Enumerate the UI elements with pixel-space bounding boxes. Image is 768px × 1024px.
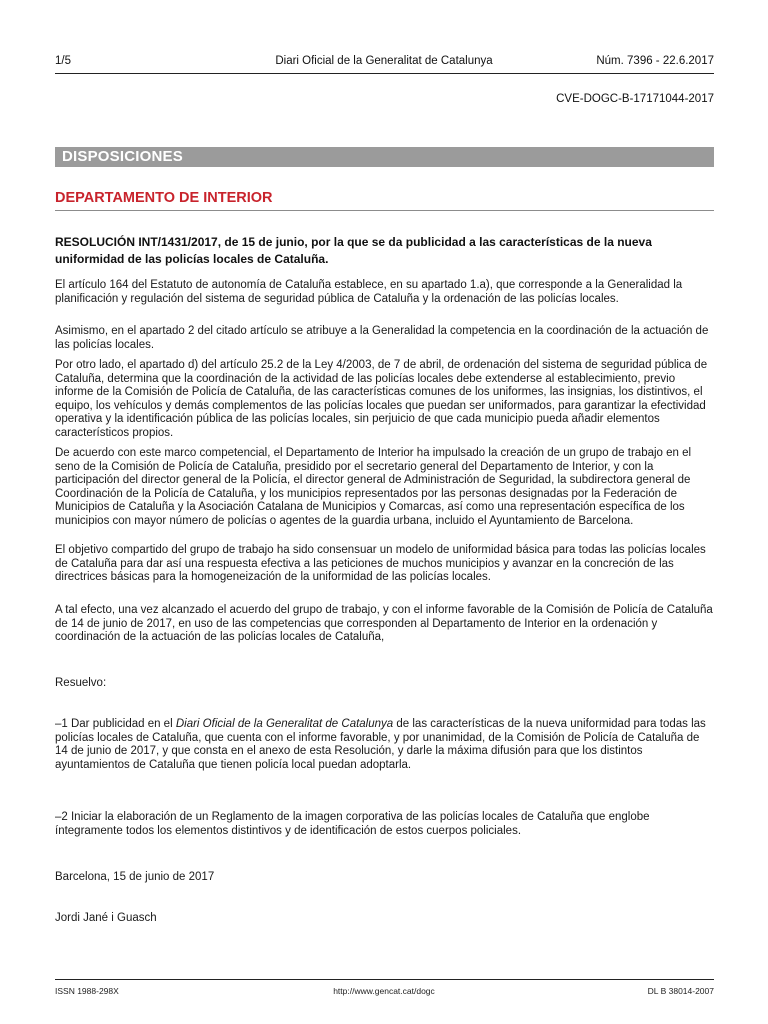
paragraph-6: A tal efecto, una vez alcanzado el acuerdo del grupo de trabajo, y con el informe favorable de la Comisión de Policía de Cataluña de 14 de junio de 2017, en uso de las competencias que corresponden al Departamento de Interior en la ordenación y coordinación de la actuación de las policías locales de Cataluña, xyxy=(55,604,713,644)
resolution-item-1 xyxy=(55,718,715,772)
journal-title: Diari Oficial de la Generalitat de Catalunya xyxy=(275,55,493,67)
paragraph-4: De acuerdo con este marco competencial, el Departamento de Interior ha impulsado la creación de un grupo de trabajo en el seno de la Comisión de Policía de Cataluña, presidido por el secretario general del Departamento de Interior, y con la participación del director general de la Policía, el director general de Administración de Seguridad, la subdirectora general de Coordinación de la Policía de Cataluña, y los municipios representados por las personas designadas por la Federación de Municipios de Cataluña y la Asociación Catalana de Municipios y Comarcas, así como una representación específica de los municipios con mayor número de policías o agentes de la guardia urbana, incluido el Ayuntamiento de Barcelona. xyxy=(55,447,692,527)
issue-number: Núm. 7396 - 22.6.2017 xyxy=(596,55,714,67)
resuelvo-label: Resuelvo: xyxy=(55,677,107,689)
resolution-item-2: –2 Iniciar la elaboración de un Reglamento de la imagen corporativa de las policías locales de Cataluña que englobe íntegramente todos los elementos distintivos y de identificación de estos cuerpos policiales. xyxy=(55,811,650,837)
page-indicator: 1/5 xyxy=(55,55,71,67)
department-divider xyxy=(55,210,714,211)
footer-url: http://www.gencat.cat/dogc xyxy=(333,986,435,996)
journal-name-italic: Diari Oficial de la Generalitat de Catalunya xyxy=(175,718,394,730)
header-divider xyxy=(55,73,714,74)
paragraph-3: Por otro lado, el apartado d) del artículo 25.2 de la Ley 4/2003, de 7 de abril, de ordenación del sistema de seguridad pública de Cataluña, determina que la coordinación de la actividad de las policías locales debe extenderse al establecimiento, previo informe de la Comisión de Policía de Cataluña, de las características comunes de los uniformes, las insignias, los distintivos, el equipo, los vehículos y demás complementos de las policías locales que puedan ser uniformados, para garantizar la efectividad operativa y la identificación pública de las policías locales, sin perjuicio de que cada municipio pueda añadir elementos característicos propios. xyxy=(55,359,708,439)
resolution-title: RESOLUCIÓN INT/1431/2017, de 15 de junio, por la que se da publicidad a las características de la nueva uniformidad de las policías locales de Cataluña. xyxy=(55,235,652,266)
paragraph-5: El objetivo compartido del grupo de trabajo ha sido consensuar un modelo de uniformidad básica para todas las policías locales de Cataluña para dar así una respuesta efectiva a las peticiones de muchos municipios y avanzar en la concreción de las directrices básicas para la homogeneización de la uniformidad de las policías locales. xyxy=(55,544,706,584)
signing-date: Barcelona, 15 de junio de 2017 xyxy=(55,871,215,883)
cve-code: CVE-DOGC-B-17171044-2017 xyxy=(556,93,714,105)
paragraph-1: El artículo 164 del Estatuto de autonomía de Cataluña establece, en su apartado 1.a), que corresponde a la Generalidad la planificación y regulación del sistema de seguridad pública de Cataluña y la ordenación de las policías locales. xyxy=(55,279,683,305)
section-heading: DISPOSICIONES xyxy=(55,147,714,167)
signatory-name: Jordi Jané i Guasch xyxy=(55,912,157,924)
department-heading: DEPARTAMENTO DE INTERIOR xyxy=(55,190,273,206)
footer-divider xyxy=(55,979,714,980)
item1-prefix: –1 Dar publicidad en el xyxy=(55,718,176,730)
item1-suffix: de las características de la nueva uniformidad para todas las policías locales de Cataluña, que cuenta con el informe favorable, y por unanimidad, de la Comisión de Policía de Cataluña de 14 de junio de 2017, y que consta en el anexo de esta Resolución, y darle la máxima difusión para que los distintos ayuntamientos de Cataluña que tienen policía local puedan adoptarla. xyxy=(55,718,706,771)
footer-legal-deposit: DL B 38014-2007 xyxy=(647,986,714,996)
footer-issn: ISSN 1988-298X xyxy=(55,986,119,996)
paragraph-2: Asimismo, en el apartado 2 del citado artículo se atribuye a la Generalidad la competencia en la coordinación de la actuación de las policías locales. xyxy=(55,325,709,351)
